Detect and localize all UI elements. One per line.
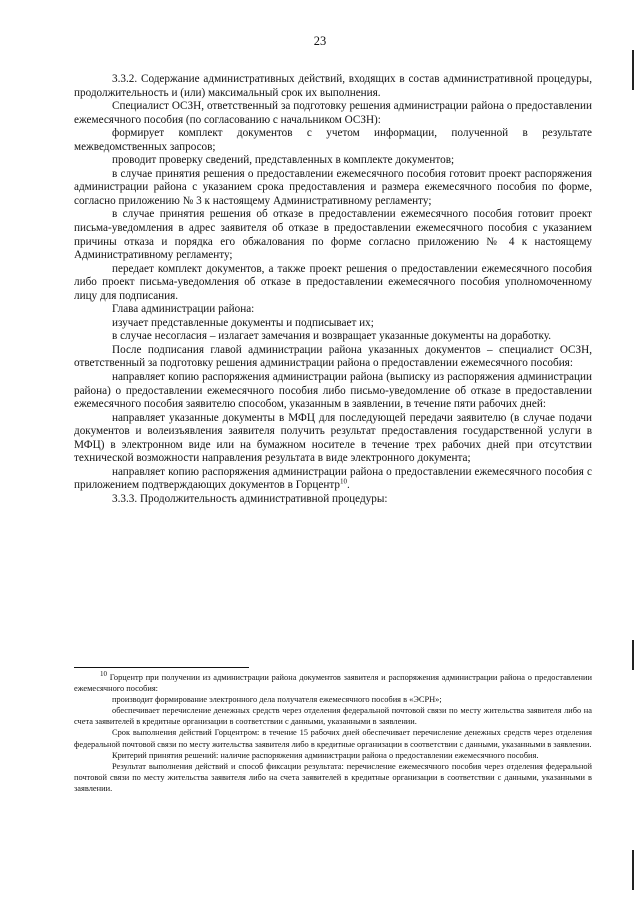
paragraph: в случае несогласия – излагает замечания и возвращает указанные документы на доработку.: [112, 330, 551, 343]
scan-edge-mark: [632, 50, 634, 90]
paragraph: проводит проверку сведений, представленных в комплекте документов;: [112, 154, 455, 167]
paragraph: передает комплект документов, а также проект решения о предоставлении ежемесячного пособия либо проект письма-уведомления об отказе в предоставлении ежемесячного пособия уполномоченному лицу для подписания.: [74, 262, 592, 302]
paragraph-tail: .: [346, 479, 350, 492]
footnote-paragraph: обеспечивает перечисление денежных средств через отделения федеральной почтовой связи по месту жительства заявителя либо на счета заявителей в кредитные организации в соответствии с данными, указанными в заявлении.: [74, 706, 592, 727]
page-number: 23: [313, 34, 327, 48]
paragraph: 3.3.3. Продолжительность административной процедуры:: [112, 492, 388, 505]
paragraph: в случае принятия решения об отказе в предоставлении ежемесячного пособия готовит проект письма-уведомления в адрес заявителя об отказе в предоставлении ежемесячного пособия с указанием причины отказа и порядка его обжалования по форме согласно приложению № 4 к настоящему Административному регламенту;: [74, 208, 592, 262]
scan-edge-mark: [632, 640, 634, 670]
paragraph: изучает представленные документы и подписывает их;: [112, 316, 374, 329]
main-text: [74, 73, 592, 507]
scan-edge-mark: [632, 850, 634, 890]
footnote-paragraph: Результат выполнения действий и способ фиксации результата: перечисление ежемесячного пособия через отделения федеральной почтовой связи по месту жительства заявителя либо на счета заявителей в кредитные организации в соответствии с данными, указанными в заявлении.: [74, 761, 592, 793]
paragraph: в случае принятия решения о предоставлении ежемесячного пособия готовит проект распоряжения администрации района с указанием срока предоставления и размера ежемесячного пособия по форме, согласно приложению № 3 к настоящему Административному регламенту;: [74, 167, 592, 207]
footnote-marker: 10: [100, 670, 107, 679]
paragraph: Специалист ОСЗН, ответственный за подготовку решения администрации района о предоставлении ежемесячного пособия (по согласованию с начальником ОСЗН):: [74, 100, 592, 126]
footnote-paragraph: производит формирование электронного дела получателя ежемесячного пособия в «ЭСРН»;: [112, 695, 442, 705]
paragraph-with-footnote: [74, 466, 592, 493]
paragraph: 3.3.2. Содержание административных действий, входящих в состав административной процедуры, продолжительность и (или) максимальный срок их выполнения.: [74, 73, 592, 99]
paragraph: направляет копию распоряжения администрации района (выписку из распоряжения администрации района) о предоставлении ежемесячного пособия либо письмо-уведомление об отказе в предоставлении ежемесячного пособия заявителю способом, указанным в заявлении, в течение пяти рабочих дней:: [74, 371, 592, 411]
footnote-text: Горцентр при получении из администрации района документов заявителя и распоряжения администрации района о предоставлении ежемесячного пособия:: [74, 673, 592, 694]
footnote-paragraph: Критерий принятия решений: наличие распоряжения администрации района о предоставлении ежемесячного пособия.: [112, 750, 539, 760]
footnote-paragraph: Срок выполнения действий Горцентром: в течение 15 рабочих дней обеспечивает перечисление денежных средств через отделения федеральной почтовой связи по месту жительства заявителя либо в кредитные организации в соответствии с данными, указанными в заявлении.: [74, 728, 592, 749]
paragraph: направляет указанные документы в МФЦ для последующей передачи заявителю (в случае подачи документов и волеизъявления заявителя получить результат предоставления государственной услуги в МФЦ) в электронном виде или на бумажном носителе в течение трех рабочих дней при отсутствии технической возможности направления результата в виде электронного документа;: [74, 411, 592, 465]
footnote-paragraph: [74, 672, 592, 694]
footnote: [74, 672, 592, 794]
footnote-separator: [74, 667, 249, 668]
paragraph-text: направляет копию распоряжения администрации района о предоставлении ежемесячного пособия с приложением подтверждающих документов в Горцентр: [74, 465, 592, 492]
paragraph: После подписания главой администрации района указанных документов – специалист ОСЗН, ответственный за подготовку решения администрации района о предоставлении ежемесячного пособия:: [74, 343, 592, 370]
footnote-reference[interactable]: 10: [339, 477, 347, 486]
paragraph: Глава администрации района:: [112, 303, 255, 316]
paragraph: формирует комплект документов с учетом информации, полученной в результате межведомственных запросов;: [74, 127, 592, 153]
